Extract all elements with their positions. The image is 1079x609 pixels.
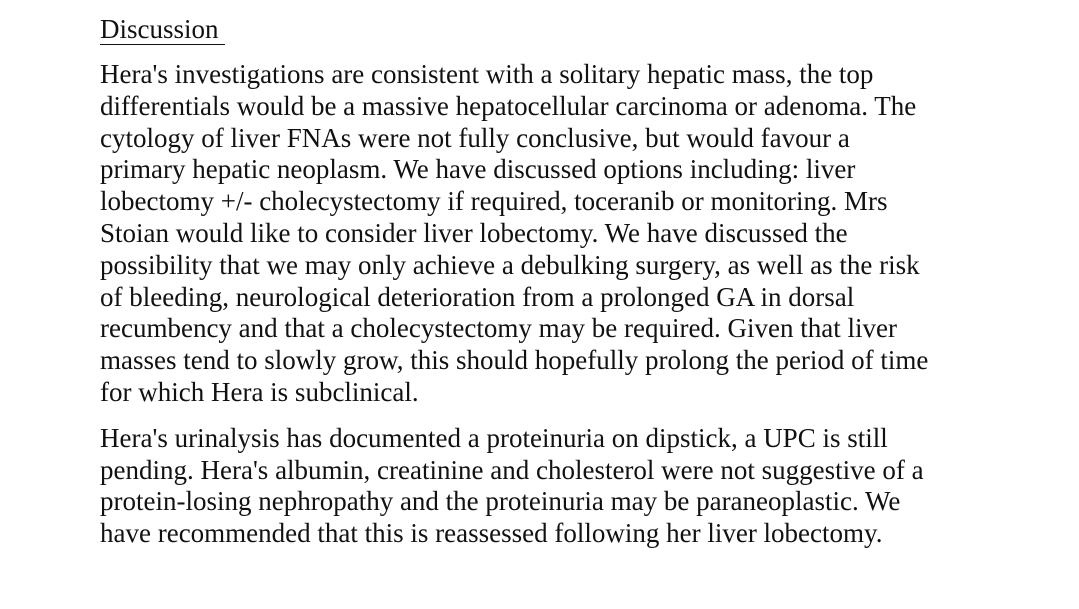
text-line: differentials would be a massive hepatocellular carcinoma or adenoma. The <box>100 90 917 121</box>
text-line: recumbency and that a cholecystectomy may be required. Given that liver <box>100 313 897 344</box>
text-line: Hera's investigations are consistent with a solitary hepatic mass, the top <box>100 59 874 89</box>
text-line: masses tend to slowly grow, this should hopefully prolong the period of time <box>100 345 929 376</box>
text-line: cytology of liver FNAs were not fully conclusive, but would favour a <box>100 122 850 153</box>
text-line: possibility that we may only achieve a debulking surgery, as well as the risk <box>100 249 920 280</box>
text-line: pending. Hera's albumin, creatinine and cholesterol were not suggestive of a <box>100 454 924 485</box>
text-line: of bleeding, neurological deterioration from a prolonged GA in dorsal <box>100 281 855 312</box>
text-line: lobectomy +/- cholecystectomy if required, toceranib or monitoring. Mrs <box>100 186 888 217</box>
text-line: primary hepatic neoplasm. We have discussed options including: liver <box>100 154 856 185</box>
text-line: have recommended that this is reassessed following her liver lobectomy. <box>100 518 883 549</box>
text-line: for which Hera is subclinical. <box>100 376 419 407</box>
text-line: Stoian would like to consider liver lobectomy. We have discussed the <box>100 217 848 248</box>
paragraph-hepatic-discussion <box>100 59 1060 409</box>
text-line: Hera's urinalysis has documented a proteinuria on dipstick, a UPC is still <box>100 422 888 453</box>
document-body <box>100 14 1060 550</box>
section-heading: Discussion <box>100 14 225 45</box>
paragraph-urinalysis-discussion <box>100 423 1060 550</box>
text-line: protein-losing nephropathy and the proteinuria may be paraneoplastic. We <box>100 486 901 517</box>
